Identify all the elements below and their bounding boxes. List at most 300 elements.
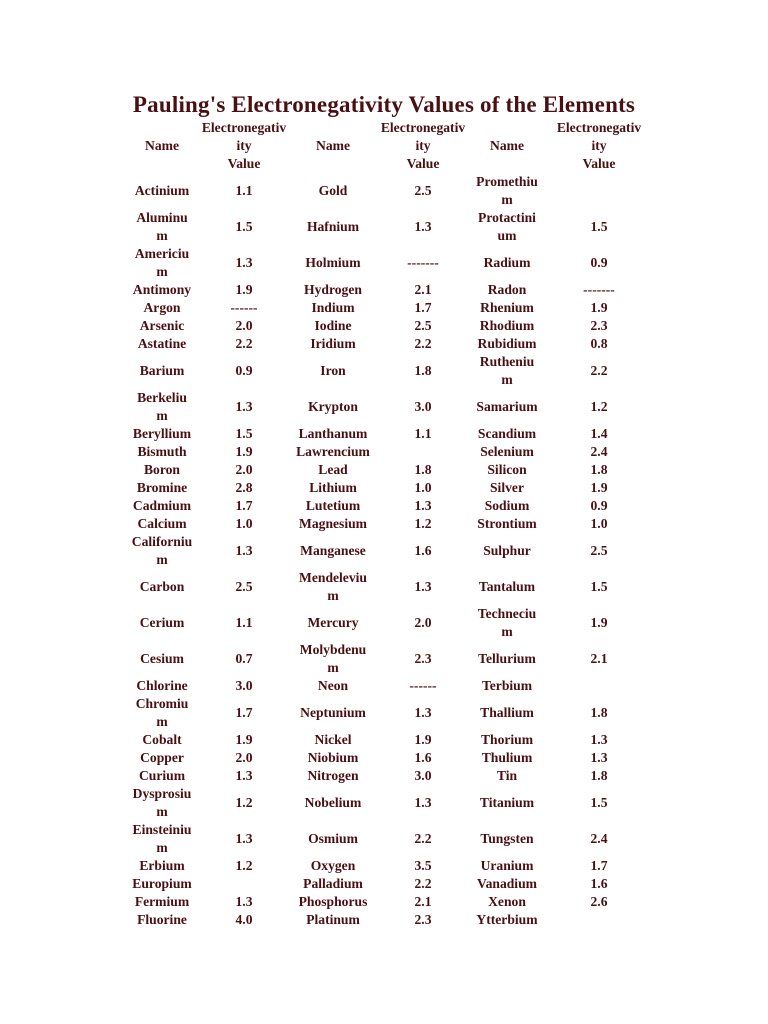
electronegativity-value-cell	[379, 245, 467, 281]
electronegativity-value-cell	[201, 173, 287, 209]
table-row	[123, 389, 651, 425]
element-name-cell	[287, 893, 379, 911]
cell-line: 1.7	[590, 858, 608, 873]
cell-line: 1.0	[235, 516, 253, 531]
value-header-line: ity	[236, 138, 252, 153]
cell-line: Iron	[320, 363, 346, 378]
cell-line: Radon	[487, 282, 527, 297]
cell-line: 1.1	[235, 183, 253, 198]
cell-line: Lutetium	[305, 498, 361, 513]
cell-line: 1.3	[414, 579, 432, 594]
cell-line: Carbon	[139, 579, 185, 594]
electronegativity-value-cell	[201, 677, 287, 695]
element-name-cell	[287, 821, 379, 857]
element-name-cell	[123, 245, 201, 281]
element-name-cell	[287, 857, 379, 875]
element-name-cell	[467, 641, 547, 677]
table-row	[123, 335, 651, 353]
table-row	[123, 209, 651, 245]
table-row	[123, 281, 651, 299]
electronegativity-value-cell	[201, 461, 287, 479]
element-name-cell	[467, 497, 547, 515]
element-name-cell	[467, 425, 547, 443]
cell-line: 2.8	[235, 480, 253, 495]
table-row	[123, 533, 651, 569]
cell-line: Cadmium	[132, 498, 192, 513]
electronegativity-table	[123, 119, 651, 929]
cell-line: Beryllium	[132, 426, 192, 441]
electronegativity-value-cell	[547, 785, 651, 821]
cell-line: 2.1	[590, 651, 608, 666]
cell-line: Oxygen	[310, 858, 356, 873]
cell-line: Europium	[132, 876, 192, 891]
name-header: Name	[316, 138, 350, 153]
cell-line: 1.9	[235, 282, 253, 297]
cell-line: 2.2	[414, 876, 432, 891]
element-name-cell	[467, 569, 547, 605]
cell-line: 0.8	[590, 336, 608, 351]
cell-line: 1.0	[414, 480, 432, 495]
value-header-line: Electronegativ	[380, 120, 466, 135]
element-name-cell	[467, 911, 547, 929]
electronegativity-value-cell	[547, 173, 651, 209]
cell-line: Niobium	[307, 750, 359, 765]
electronegativity-value-cell	[201, 389, 287, 425]
cell-line: 1.2	[235, 858, 253, 873]
cell-line: 1.3	[414, 498, 432, 513]
cell-line: 1.5	[590, 579, 608, 594]
cell-line: ------	[230, 300, 258, 315]
cell-line: 1.5	[590, 795, 608, 810]
cell-line: m	[501, 372, 513, 387]
electronegativity-value-cell	[201, 731, 287, 749]
electronegativity-value-cell	[547, 497, 651, 515]
electronegativity-value-cell	[547, 389, 651, 425]
element-name-cell	[123, 335, 201, 353]
element-name-cell	[287, 209, 379, 245]
cell-line: Iodine	[314, 318, 352, 333]
electronegativity-value-cell	[547, 875, 651, 893]
electronegativity-value-cell	[547, 245, 651, 281]
cell-line: 2.0	[235, 318, 253, 333]
cell-line: -------	[407, 255, 439, 270]
electronegativity-value-cell	[379, 443, 467, 461]
cell-line: Antimony	[132, 282, 192, 297]
electronegativity-value-cell	[379, 173, 467, 209]
element-name-cell	[123, 569, 201, 605]
element-name-cell	[467, 389, 547, 425]
electronegativity-value-cell	[201, 443, 287, 461]
table-row	[123, 641, 651, 677]
cell-line: Actinium	[134, 183, 190, 198]
table-row	[123, 605, 651, 641]
electronegativity-value-cell	[379, 281, 467, 299]
electronegativity-value-cell	[379, 677, 467, 695]
cell-line: Copper	[140, 750, 184, 765]
element-name-cell	[287, 695, 379, 731]
table-row	[123, 749, 651, 767]
electronegativity-value-cell	[547, 479, 651, 497]
element-name-cell	[467, 479, 547, 497]
element-name-cell	[287, 641, 379, 677]
cell-line: Thorium	[480, 732, 534, 747]
value-header	[547, 119, 651, 173]
element-name-cell	[123, 443, 201, 461]
cell-line: 1.3	[235, 768, 253, 783]
cell-line: Thulium	[481, 750, 533, 765]
table-row	[123, 695, 651, 731]
cell-line: Bismuth	[137, 444, 187, 459]
cell-line: 2.2	[590, 363, 608, 378]
electronegativity-value-cell	[547, 857, 651, 875]
table-row	[123, 677, 651, 695]
cell-line: Nitrogen	[307, 768, 359, 783]
cell-line: Chlorine	[136, 678, 188, 693]
element-name-cell	[467, 785, 547, 821]
element-name-cell	[467, 605, 547, 641]
cell-line: 2.2	[235, 336, 253, 351]
cell-line: 1.7	[235, 498, 253, 513]
element-name-cell	[467, 893, 547, 911]
cell-line: Techneciu	[477, 606, 537, 621]
cell-line: Thallium	[480, 705, 534, 720]
electronegativity-value-cell	[201, 767, 287, 785]
cell-line: 1.3	[414, 219, 432, 234]
element-name-cell	[123, 749, 201, 767]
table-body	[123, 173, 651, 929]
element-name-cell	[467, 821, 547, 857]
element-name-cell	[467, 299, 547, 317]
cell-line: Lanthanum	[298, 426, 368, 441]
cell-line: Neon	[317, 678, 349, 693]
cell-line: m	[501, 192, 513, 207]
cell-line: 1.6	[414, 543, 432, 558]
element-name-cell	[123, 911, 201, 929]
cell-line: ------	[409, 678, 437, 693]
cell-line: Cobalt	[142, 732, 182, 747]
element-name-cell	[287, 605, 379, 641]
cell-line: Hydrogen	[304, 282, 362, 297]
cell-line: 0.9	[590, 498, 608, 513]
element-name-cell	[123, 497, 201, 515]
cell-line: Hafnium	[306, 219, 360, 234]
cell-line: Astatine	[137, 336, 187, 351]
element-name-cell	[123, 731, 201, 749]
cell-line: 1.6	[414, 750, 432, 765]
cell-line: 2.3	[414, 651, 432, 666]
element-name-cell	[287, 569, 379, 605]
cell-line: Lawrencium	[296, 444, 370, 459]
element-name-cell	[467, 767, 547, 785]
cell-line: Selenium	[480, 444, 534, 459]
cell-line: Rhodium	[479, 318, 535, 333]
element-name-cell	[123, 875, 201, 893]
value-header	[379, 119, 467, 173]
cell-line: Tellurium	[478, 651, 536, 666]
electronegativity-value-cell	[547, 749, 651, 767]
cell-line: m	[327, 660, 339, 675]
element-name-cell	[287, 281, 379, 299]
name-header: Name	[490, 138, 524, 153]
element-name-cell	[123, 893, 201, 911]
cell-line: Boron	[143, 462, 180, 477]
electronegativity-value-cell	[547, 767, 651, 785]
element-name-cell	[123, 785, 201, 821]
electronegativity-value-cell	[201, 317, 287, 335]
cell-line: 1.6	[590, 876, 608, 891]
element-name-cell	[287, 245, 379, 281]
element-name-cell	[123, 533, 201, 569]
cell-line: 1.0	[590, 516, 608, 531]
electronegativity-value-cell	[379, 875, 467, 893]
cell-line: 1.2	[590, 399, 608, 414]
table-row	[123, 785, 651, 821]
electronegativity-value-cell	[379, 209, 467, 245]
cell-line: 2.1	[414, 282, 432, 297]
electronegativity-value-cell	[379, 353, 467, 389]
cell-line: 1.3	[235, 543, 253, 558]
cell-line: Lead	[318, 462, 348, 477]
electronegativity-value-cell	[201, 245, 287, 281]
cell-line: Gold	[318, 183, 348, 198]
electronegativity-value-cell	[379, 605, 467, 641]
cell-line: 2.5	[590, 543, 608, 558]
header-row	[123, 119, 651, 173]
electronegativity-value-cell	[201, 281, 287, 299]
element-name-cell	[467, 245, 547, 281]
cell-line: Sulphur	[483, 543, 531, 558]
electronegativity-value-cell	[547, 335, 651, 353]
cell-line: 2.3	[590, 318, 608, 333]
element-name-cell	[123, 479, 201, 497]
electronegativity-value-cell	[379, 893, 467, 911]
element-name-cell	[467, 677, 547, 695]
cell-line: Bromine	[136, 480, 188, 495]
table-row	[123, 461, 651, 479]
table-row	[123, 497, 651, 515]
cell-line: 1.9	[235, 444, 253, 459]
element-name-cell	[123, 695, 201, 731]
electronegativity-value-cell	[379, 911, 467, 929]
electronegativity-value-cell	[547, 641, 651, 677]
value-header-line: Electronegativ	[556, 120, 642, 135]
table-row	[123, 731, 651, 749]
cell-line: Xenon	[488, 894, 526, 909]
element-name-cell	[467, 353, 547, 389]
table-row	[123, 245, 651, 281]
element-name-cell	[467, 317, 547, 335]
cell-line: Cesium	[140, 651, 184, 666]
value-header-line: ity	[415, 138, 431, 153]
element-name-cell	[287, 335, 379, 353]
element-name-cell	[287, 767, 379, 785]
cell-line: Radium	[483, 255, 531, 270]
cell-line: 3.5	[414, 858, 432, 873]
element-name-cell	[287, 479, 379, 497]
cell-line: 3.0	[414, 399, 432, 414]
electronegativity-value-cell	[201, 515, 287, 533]
electronegativity-value-cell	[201, 785, 287, 821]
cell-line: 1.5	[590, 219, 608, 234]
cell-line: 1.1	[235, 615, 253, 630]
element-name-cell	[123, 677, 201, 695]
element-name-cell	[467, 281, 547, 299]
element-name-cell	[467, 515, 547, 533]
element-name-cell	[467, 749, 547, 767]
electronegativity-value-cell	[201, 641, 287, 677]
cell-line: 1.3	[235, 831, 253, 846]
cell-line: Scandium	[477, 426, 537, 441]
electronegativity-value-cell	[547, 425, 651, 443]
cell-line: m	[156, 228, 168, 243]
cell-line: Rhenium	[480, 300, 534, 315]
cell-line: 1.3	[235, 399, 253, 414]
element-name-cell	[287, 731, 379, 749]
element-name-cell	[123, 641, 201, 677]
cell-line: Molybdenu	[299, 642, 367, 657]
element-name-cell	[287, 497, 379, 515]
table-row	[123, 569, 651, 605]
element-name-cell	[123, 461, 201, 479]
electronegativity-value-cell	[379, 515, 467, 533]
cell-line: Argon	[143, 300, 181, 315]
cell-line: Rutheniu	[479, 354, 535, 369]
electronegativity-value-cell	[547, 821, 651, 857]
cell-line: Silver	[490, 480, 524, 495]
electronegativity-value-cell	[379, 821, 467, 857]
element-name-cell	[467, 173, 547, 209]
element-name-cell	[287, 173, 379, 209]
cell-line: 3.0	[414, 768, 432, 783]
cell-line: 2.0	[414, 615, 432, 630]
cell-line: 1.7	[414, 300, 432, 315]
table-row	[123, 299, 651, 317]
electronegativity-value-cell	[379, 731, 467, 749]
cell-line: Uranium	[480, 858, 534, 873]
element-name-cell	[467, 461, 547, 479]
cell-line: Magnesium	[299, 516, 367, 531]
electronegativity-value-cell	[201, 911, 287, 929]
cell-line: Tin	[496, 768, 518, 783]
cell-line: 2.4	[590, 444, 608, 459]
value-header-line: Value	[227, 156, 261, 171]
element-name-cell	[287, 461, 379, 479]
element-name-cell	[287, 299, 379, 317]
cell-line: 0.9	[235, 363, 253, 378]
cell-line: Calcium	[137, 516, 187, 531]
cell-line: Titanium	[479, 795, 535, 810]
cell-line: m	[156, 804, 168, 819]
electronegativity-value-cell	[547, 353, 651, 389]
element-name-cell	[467, 335, 547, 353]
element-name-cell	[467, 443, 547, 461]
cell-line: Nickel	[314, 732, 352, 747]
value-header-line: Electronegativ	[201, 120, 287, 135]
electronegativity-value-cell	[201, 569, 287, 605]
electronegativity-value-cell	[547, 695, 651, 731]
electronegativity-value-cell	[379, 335, 467, 353]
cell-line: 2.2	[414, 336, 432, 351]
element-name-cell	[123, 299, 201, 317]
cell-line: 2.1	[414, 894, 432, 909]
cell-line: Dysprosiu	[132, 786, 192, 801]
table-row	[123, 911, 651, 929]
cell-line: Ytterbium	[476, 912, 538, 927]
cell-line: m	[156, 552, 168, 567]
page-title: Pauling's Electronegativity Values of the Elements	[132, 92, 636, 117]
electronegativity-value-cell	[547, 731, 651, 749]
cell-line: 0.7	[235, 651, 253, 666]
cell-line: m	[327, 588, 339, 603]
cell-line: Fluorine	[137, 912, 187, 927]
electronegativity-value-cell	[547, 281, 651, 299]
value-header	[201, 119, 287, 173]
cell-line: Lithium	[309, 480, 357, 495]
cell-line: 2.4	[590, 831, 608, 846]
cell-line: Tungsten	[480, 831, 534, 846]
electronegativity-value-cell	[547, 515, 651, 533]
element-name-cell	[287, 533, 379, 569]
electronegativity-value-cell	[201, 857, 287, 875]
electronegativity-value-cell	[379, 497, 467, 515]
cell-line: 1.3	[414, 795, 432, 810]
table-row	[123, 425, 651, 443]
cell-line: Krypton	[308, 399, 358, 414]
cell-line: Promethiu	[476, 174, 538, 189]
electronegativity-value-cell	[201, 479, 287, 497]
element-name-cell	[287, 353, 379, 389]
electronegativity-value-cell	[201, 209, 287, 245]
cell-line: Protactini	[478, 210, 536, 225]
element-name-cell	[287, 785, 379, 821]
element-name-cell	[467, 857, 547, 875]
cell-line: 1.2	[235, 795, 253, 810]
cell-line: 1.8	[414, 462, 432, 477]
cell-line: 1.9	[235, 732, 253, 747]
cell-line: 1.8	[590, 705, 608, 720]
name-header: Name	[145, 138, 179, 153]
table-row	[123, 479, 651, 497]
electronegativity-value-cell	[547, 209, 651, 245]
cell-line: Tantalum	[478, 579, 536, 594]
electronegativity-value-cell	[201, 353, 287, 389]
element-name-cell	[123, 857, 201, 875]
cell-line: m	[156, 408, 168, 423]
cell-line: 1.8	[414, 363, 432, 378]
cell-line: 1.5	[235, 219, 253, 234]
cell-line: Indium	[311, 300, 355, 315]
element-name-cell	[123, 389, 201, 425]
electronegativity-value-cell	[379, 695, 467, 731]
cell-line: Osmium	[308, 831, 358, 846]
electronegativity-value-cell	[201, 695, 287, 731]
cell-line: 2.5	[414, 318, 432, 333]
electronegativity-value-cell	[201, 749, 287, 767]
cell-line: Nobelium	[304, 795, 362, 810]
table-row	[123, 893, 651, 911]
cell-line: 1.3	[590, 732, 608, 747]
cell-line: 1.8	[590, 462, 608, 477]
element-name-cell	[123, 821, 201, 857]
cell-line: Manganese	[300, 543, 366, 558]
cell-line: Strontium	[477, 516, 537, 531]
cell-line: 4.0	[235, 912, 253, 927]
cell-line: 1.3	[235, 255, 253, 270]
cell-line: 1.8	[590, 768, 608, 783]
cell-line: 1.3	[590, 750, 608, 765]
element-name-cell	[467, 533, 547, 569]
electronegativity-value-cell	[547, 461, 651, 479]
